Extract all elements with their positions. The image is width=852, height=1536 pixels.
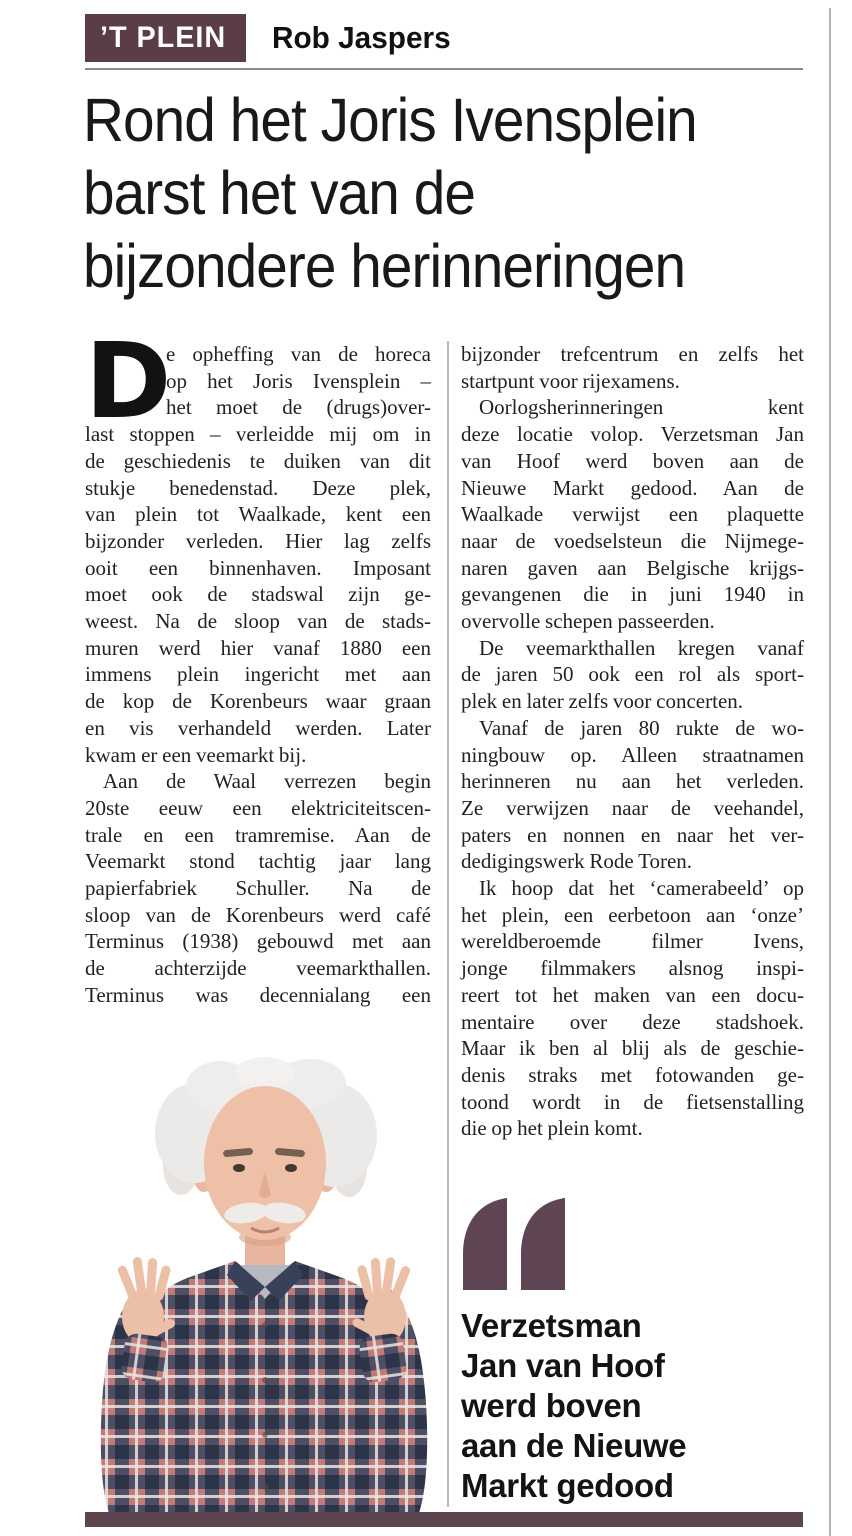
body-text-line: Ik hoop dat het ‘camerabeeld’ op [479, 876, 804, 901]
body-text-line: ningbouw op. Alleen straatnamen [461, 742, 804, 767]
body-text-line: plek en later zelfs voor concerten. [461, 689, 744, 714]
body-text-line: moet ook de stadswal zijn ge- [85, 582, 431, 607]
body-text-line: dedigingswerk Rode Toren. [461, 849, 693, 874]
body-text-line: stukje benedenstad. Deze plek, [85, 475, 431, 500]
body-text-line: last stoppen – verleidde mij om in [85, 422, 431, 447]
body-text-line: van plein tot Waalkade, kent een [85, 502, 431, 527]
body-text-line: herinneren nu aan het verleden. [461, 769, 804, 794]
pull-quote-line: Markt gedood [461, 1467, 674, 1504]
body-text-line: deze locatie volop. Verzetsman Jan [461, 422, 804, 447]
pull-quote-text [461, 1306, 781, 1506]
pull-quote-line: aan de Nieuwe [461, 1427, 687, 1464]
body-text-line: de kop de Korenbeurs waar graan [85, 689, 431, 714]
body-text-line: e opheffing van de horeca [166, 342, 431, 366]
page-edge-rule [829, 8, 831, 1536]
pull-quote-line: werd boven [461, 1387, 642, 1424]
pull-quote [461, 1198, 781, 1506]
body-text-line: startpunt voor rijexamens. [461, 368, 680, 393]
body-text-line: sloop van de Korenbeurs werd café [85, 902, 431, 927]
drop-cap: D [85, 320, 172, 442]
section-badge-label: ’T PLEIN [100, 21, 227, 54]
body-text-line: 20ste eeuw een elektriciteitscen- [85, 795, 431, 820]
body-text-line: naar de voedselsteun die Nijmege- [461, 528, 804, 553]
headline-line: Rond het Joris Ivensplein [83, 86, 697, 154]
body-text-line: reert tot het maken van een docu- [461, 982, 804, 1007]
body-text-line: Waalkade verwijst een plaquette [461, 502, 804, 527]
pull-quote-line: Verzetsman [461, 1307, 642, 1344]
body-text-line: trale en een tramremise. Aan de [85, 822, 431, 847]
body-text-line: De veemarkthallen kregen vanaf [479, 635, 804, 660]
section-badge [85, 14, 246, 62]
headline-line: barst het van de [83, 159, 475, 227]
body-text-line: de geschiedenis te duiken van dit [85, 448, 431, 473]
body-text-line: Terminus was decennialang een [85, 982, 431, 1007]
photo-elderly-man [85, 1025, 443, 1513]
body-text-line: Nieuwe Markt gedood. Aan de [461, 475, 804, 500]
body-text-line: immens plein ingericht met aan [85, 662, 431, 687]
header-rule [85, 68, 803, 70]
article-column-left [85, 320, 431, 1009]
body-text-line: op het Joris Ivensplein – [166, 368, 431, 393]
body-text-line: het plein, een eerbetoon aan ‘onze’ [461, 902, 804, 927]
body-text-line: mentaire over deze stadshoek. [461, 1009, 804, 1034]
body-text-line: Maar ik ben al blij als de geschie- [461, 1036, 804, 1061]
author-name: Rob Jaspers [272, 20, 451, 55]
body-text-line: de jaren 50 ook een rol als sport- [461, 662, 804, 687]
body-text-line: van Hoof werd boven aan de [461, 448, 804, 473]
quote-marks-icon [461, 1198, 567, 1290]
body-text-line: Aan de Waal verrezen begin [103, 769, 431, 794]
body-text-line: paters en nonnen en naar het ver- [461, 822, 804, 847]
body-text-line: muren werd hier vanaf 1880 een [85, 635, 431, 660]
body-text-line: Vanaf de jaren 80 rukte de wo- [479, 715, 804, 740]
column-divider [447, 341, 449, 1507]
body-text-line: jonge filmmakers alsnog inspi- [461, 956, 804, 981]
body-text-line: papierfabriek Schuller. Na de [85, 876, 431, 901]
headline-line: bijzondere herinneringen [83, 232, 686, 300]
body-text-line: naren gaven aan Belgische krijgs- [461, 555, 804, 580]
body-text-line: de achterzijde veemarkthallen. [85, 956, 431, 981]
article-column-right [461, 341, 804, 1142]
body-text-line: ooit een binnenhaven. Imposant [85, 555, 431, 580]
body-text-line: denis straks met fotowanden ge- [461, 1062, 804, 1087]
body-text-line: bijzonder trefcentrum en zelfs het [461, 342, 804, 366]
body-text-line: die op het plein komt. [461, 1116, 643, 1141]
body-text-line: overvolle schepen passeerden. [461, 609, 715, 634]
body-text-line: weest. Na de sloop van de stads- [85, 609, 431, 634]
pull-quote-line: Jan van Hoof [461, 1347, 665, 1384]
body-text-line: bijzonder verleden. Hier lag zelfs [85, 528, 431, 553]
body-text-line: Veemarkt stond tachtig jaar lang [85, 849, 431, 874]
body-text-line: gevangenen die in juni 1940 in [461, 582, 804, 607]
body-text-line: en vis verhandeld werden. Later [85, 715, 431, 740]
body-text-line: toond wordt in de fietsenstalling [461, 1089, 804, 1114]
body-text-line: wereldberoemde filmer Ivens, [461, 929, 804, 954]
body-text-line: Ze verwijzen naar de veehandel, [461, 795, 804, 820]
body-text-line: het moet de (drugs)over- [166, 395, 431, 420]
body-text-line: Terminus (1938) gebouwd met aan [85, 929, 431, 954]
body-text-line: kwam er een veemarkt bij. [85, 742, 307, 767]
body-text-line: Oorlogsherinneringen kent [479, 395, 804, 420]
headline [83, 84, 697, 303]
bottom-bar [85, 1512, 803, 1527]
